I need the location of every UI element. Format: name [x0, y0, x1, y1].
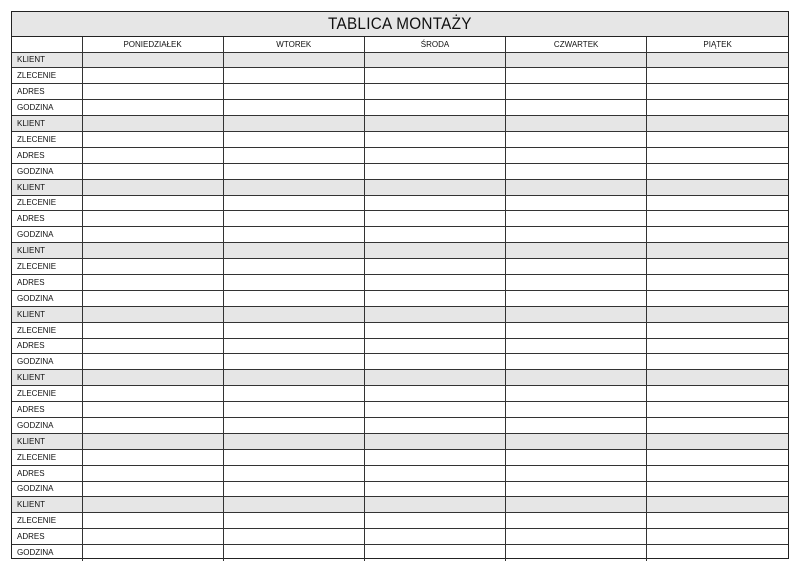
schedule-cell[interactable] — [506, 274, 647, 290]
schedule-cell[interactable] — [647, 290, 788, 306]
table-row — [12, 211, 788, 227]
schedule-cell[interactable] — [506, 513, 647, 529]
schedule-cell[interactable] — [82, 306, 223, 322]
schedule-cell[interactable] — [82, 322, 223, 338]
schedule-cell[interactable] — [223, 481, 364, 497]
row-label: GODZINA — [12, 100, 82, 116]
schedule-cell[interactable] — [223, 211, 364, 227]
day-header: PIĄTEK — [647, 37, 788, 52]
schedule-cell[interactable] — [223, 370, 364, 386]
row-label: KLIENT — [12, 306, 82, 322]
schedule-cell[interactable] — [647, 243, 788, 259]
table-row — [12, 147, 788, 163]
schedule-cell[interactable] — [506, 163, 647, 179]
row-label: ZLECENIE — [12, 322, 82, 338]
row-label: KLIENT — [12, 243, 82, 259]
schedule-cell[interactable] — [506, 227, 647, 243]
row-label: KLIENT — [12, 179, 82, 195]
schedule-cell[interactable] — [647, 338, 788, 354]
schedule-cell[interactable] — [506, 68, 647, 84]
schedule-cell[interactable] — [364, 449, 505, 465]
board-title: TABLICA MONTAŻY — [328, 14, 472, 33]
table-row — [12, 306, 788, 322]
schedule-cell[interactable] — [82, 243, 223, 259]
schedule-cell[interactable] — [223, 322, 364, 338]
row-label: GODZINA — [12, 290, 82, 306]
schedule-cell[interactable] — [223, 402, 364, 418]
schedule-cell[interactable] — [506, 354, 647, 370]
schedule-cell[interactable] — [647, 370, 788, 386]
schedule-cell[interactable] — [223, 449, 364, 465]
schedule-cell[interactable] — [506, 481, 647, 497]
table-row — [12, 227, 788, 243]
schedule-cell[interactable] — [364, 433, 505, 449]
schedule-cell[interactable] — [364, 116, 505, 132]
schedule-cell[interactable] — [82, 195, 223, 211]
schedule-cell[interactable] — [647, 306, 788, 322]
row-label: KLIENT — [12, 52, 82, 68]
schedule-cell[interactable] — [82, 497, 223, 513]
schedule-cell[interactable] — [223, 84, 364, 100]
row-label: ZLECENIE — [12, 195, 82, 211]
schedule-cell[interactable] — [647, 386, 788, 402]
schedule-cell[interactable] — [506, 322, 647, 338]
table-row — [12, 513, 788, 529]
schedule-cell[interactable] — [647, 116, 788, 132]
table-row — [12, 116, 788, 132]
row-label: KLIENT — [12, 497, 82, 513]
schedule-cell[interactable] — [223, 497, 364, 513]
table-row — [12, 322, 788, 338]
row-label: ADRES — [12, 402, 82, 418]
row-label: ADRES — [12, 465, 82, 481]
schedule-cell[interactable] — [82, 131, 223, 147]
schedule-cell[interactable] — [223, 465, 364, 481]
schedule-table — [12, 37, 788, 561]
schedule-cell[interactable] — [82, 274, 223, 290]
schedule-cell[interactable] — [223, 147, 364, 163]
schedule-cell[interactable] — [647, 417, 788, 433]
schedule-cell[interactable] — [647, 84, 788, 100]
row-label: ADRES — [12, 84, 82, 100]
schedule-cell[interactable] — [82, 227, 223, 243]
row-label: GODZINA — [12, 545, 82, 561]
schedule-cell[interactable] — [364, 306, 505, 322]
schedule-cell[interactable] — [364, 211, 505, 227]
schedule-cell[interactable] — [82, 354, 223, 370]
row-label: ZLECENIE — [12, 386, 82, 402]
schedule-cell[interactable] — [506, 131, 647, 147]
schedule-cell[interactable] — [223, 163, 364, 179]
schedule-cell[interactable] — [82, 259, 223, 275]
schedule-cell[interactable] — [506, 84, 647, 100]
schedule-cell[interactable] — [364, 274, 505, 290]
schedule-cell[interactable] — [82, 481, 223, 497]
table-row — [12, 545, 788, 561]
row-label: ZLECENIE — [12, 513, 82, 529]
schedule-cell[interactable] — [647, 68, 788, 84]
schedule-cell[interactable] — [647, 322, 788, 338]
table-row — [12, 465, 788, 481]
schedule-cell[interactable] — [506, 179, 647, 195]
table-row — [12, 354, 788, 370]
schedule-cell[interactable] — [223, 274, 364, 290]
table-row — [12, 370, 788, 386]
schedule-cell[interactable] — [647, 163, 788, 179]
table-row — [12, 163, 788, 179]
row-label: ZLECENIE — [12, 131, 82, 147]
schedule-cell[interactable] — [364, 338, 505, 354]
schedule-cell[interactable] — [223, 529, 364, 545]
schedule-cell[interactable] — [506, 545, 647, 561]
schedule-cell[interactable] — [364, 68, 505, 84]
row-label: ADRES — [12, 211, 82, 227]
schedule-cell[interactable] — [364, 386, 505, 402]
schedule-cell[interactable] — [364, 529, 505, 545]
table-row — [12, 259, 788, 275]
schedule-cell[interactable] — [364, 354, 505, 370]
schedule-cell[interactable] — [506, 211, 647, 227]
row-label: ADRES — [12, 338, 82, 354]
table-row — [12, 417, 788, 433]
schedule-cell[interactable] — [506, 338, 647, 354]
row-label: ADRES — [12, 274, 82, 290]
schedule-cell[interactable] — [364, 227, 505, 243]
schedule-cell[interactable] — [364, 84, 505, 100]
table-row — [12, 529, 788, 545]
table-row — [12, 131, 788, 147]
title-bar — [12, 12, 788, 37]
schedule-cell[interactable] — [82, 513, 223, 529]
schedule-cell[interactable] — [223, 243, 364, 259]
table-row — [12, 433, 788, 449]
row-label: GODZINA — [12, 163, 82, 179]
corner-cell — [12, 37, 82, 52]
schedule-cell[interactable] — [364, 259, 505, 275]
schedule-cell[interactable] — [82, 68, 223, 84]
schedule-cell[interactable] — [223, 259, 364, 275]
schedule-cell[interactable] — [647, 513, 788, 529]
schedule-cell[interactable] — [82, 402, 223, 418]
row-label: KLIENT — [12, 116, 82, 132]
schedule-cell[interactable] — [82, 52, 223, 68]
schedule-cell[interactable] — [647, 545, 788, 561]
schedule-cell[interactable] — [223, 52, 364, 68]
schedule-cell[interactable] — [364, 131, 505, 147]
schedule-cell[interactable] — [223, 227, 364, 243]
table-row — [12, 195, 788, 211]
schedule-cell[interactable] — [364, 52, 505, 68]
schedule-cell[interactable] — [647, 481, 788, 497]
schedule-cell[interactable] — [82, 100, 223, 116]
schedule-cell[interactable] — [506, 417, 647, 433]
schedule-cell[interactable] — [506, 116, 647, 132]
schedule-cell[interactable] — [82, 211, 223, 227]
table-row — [12, 402, 788, 418]
schedule-cell[interactable] — [82, 84, 223, 100]
schedule-cell[interactable] — [223, 100, 364, 116]
row-label: ZLECENIE — [12, 68, 82, 84]
day-header: CZWARTEK — [506, 37, 647, 52]
table-row — [12, 274, 788, 290]
table-row — [12, 243, 788, 259]
row-label: ADRES — [12, 147, 82, 163]
schedule-cell[interactable] — [82, 370, 223, 386]
schedule-cell[interactable] — [506, 290, 647, 306]
schedule-cell[interactable] — [647, 147, 788, 163]
schedule-cell[interactable] — [364, 417, 505, 433]
schedule-cell[interactable] — [364, 513, 505, 529]
schedule-cell[interactable] — [506, 402, 647, 418]
schedule-cell[interactable] — [647, 195, 788, 211]
schedule-cell[interactable] — [82, 147, 223, 163]
schedule-cell[interactable] — [506, 449, 647, 465]
day-header-row — [12, 37, 788, 52]
schedule-cell[interactable] — [223, 433, 364, 449]
table-row — [12, 481, 788, 497]
schedule-cell[interactable] — [506, 497, 647, 513]
row-label: GODZINA — [12, 481, 82, 497]
day-header: PONIEDZIAŁEK — [82, 37, 223, 52]
schedule-cell[interactable] — [506, 259, 647, 275]
schedule-cell[interactable] — [223, 290, 364, 306]
schedule-cell[interactable] — [223, 179, 364, 195]
schedule-cell[interactable] — [223, 354, 364, 370]
schedule-cell[interactable] — [364, 195, 505, 211]
schedule-cell[interactable] — [223, 386, 364, 402]
schedule-cell[interactable] — [647, 259, 788, 275]
schedule-cell[interactable] — [364, 322, 505, 338]
schedule-cell[interactable] — [506, 386, 647, 402]
schedule-cell[interactable] — [223, 306, 364, 322]
row-label: GODZINA — [12, 417, 82, 433]
schedule-cell[interactable] — [82, 338, 223, 354]
schedule-cell[interactable] — [82, 433, 223, 449]
schedule-cell[interactable] — [506, 370, 647, 386]
schedule-cell[interactable] — [364, 179, 505, 195]
schedule-cell[interactable] — [82, 386, 223, 402]
schedule-cell[interactable] — [647, 497, 788, 513]
schedule-cell[interactable] — [647, 465, 788, 481]
schedule-cell[interactable] — [223, 417, 364, 433]
table-row — [12, 290, 788, 306]
schedule-cell[interactable] — [82, 417, 223, 433]
schedule-cell[interactable] — [223, 195, 364, 211]
schedule-cell[interactable] — [364, 545, 505, 561]
schedule-cell[interactable] — [647, 433, 788, 449]
schedule-cell[interactable] — [364, 163, 505, 179]
assembly-board — [11, 11, 789, 559]
schedule-cell[interactable] — [364, 100, 505, 116]
table-row — [12, 338, 788, 354]
schedule-cell[interactable] — [223, 513, 364, 529]
schedule-cell[interactable] — [647, 529, 788, 545]
table-row — [12, 386, 788, 402]
table-row — [12, 84, 788, 100]
table-row — [12, 179, 788, 195]
row-label: KLIENT — [12, 433, 82, 449]
row-label: GODZINA — [12, 227, 82, 243]
schedule-cell[interactable] — [506, 306, 647, 322]
schedule-cell[interactable] — [223, 131, 364, 147]
table-row — [12, 52, 788, 68]
schedule-cell[interactable] — [364, 243, 505, 259]
schedule-cell[interactable] — [364, 147, 505, 163]
table-row — [12, 449, 788, 465]
schedule-cell[interactable] — [82, 290, 223, 306]
schedule-cell[interactable] — [647, 227, 788, 243]
row-label: GODZINA — [12, 354, 82, 370]
schedule-cell[interactable] — [506, 147, 647, 163]
table-row — [12, 497, 788, 513]
schedule-cell[interactable] — [364, 370, 505, 386]
day-header: ŚRODA — [364, 37, 505, 52]
schedule-cell[interactable] — [506, 100, 647, 116]
schedule-cell[interactable] — [82, 179, 223, 195]
schedule-cell[interactable] — [364, 402, 505, 418]
schedule-cell[interactable] — [82, 529, 223, 545]
schedule-cell[interactable] — [647, 449, 788, 465]
day-header: WTOREK — [223, 37, 364, 52]
schedule-cell[interactable] — [82, 465, 223, 481]
schedule-cell[interactable] — [647, 354, 788, 370]
schedule-cell[interactable] — [506, 529, 647, 545]
schedule-cell[interactable] — [647, 402, 788, 418]
schedule-cell[interactable] — [82, 449, 223, 465]
schedule-cell[interactable] — [647, 179, 788, 195]
schedule-cell[interactable] — [223, 338, 364, 354]
schedule-cell[interactable] — [647, 211, 788, 227]
schedule-cell[interactable] — [506, 195, 647, 211]
schedule-cell[interactable] — [82, 116, 223, 132]
schedule-cell[interactable] — [647, 100, 788, 116]
schedule-cell[interactable] — [647, 52, 788, 68]
table-row — [12, 100, 788, 116]
table-row — [12, 68, 788, 84]
row-label: ZLECENIE — [12, 449, 82, 465]
schedule-cell[interactable] — [364, 497, 505, 513]
schedule-cell[interactable] — [647, 274, 788, 290]
schedule-cell[interactable] — [506, 465, 647, 481]
schedule-cell[interactable] — [364, 481, 505, 497]
schedule-cell[interactable] — [223, 68, 364, 84]
schedule-cell[interactable] — [82, 163, 223, 179]
row-label: ADRES — [12, 529, 82, 545]
schedule-cell[interactable] — [82, 545, 223, 561]
schedule-cell[interactable] — [364, 290, 505, 306]
row-label: ZLECENIE — [12, 259, 82, 275]
schedule-cell[interactable] — [223, 545, 364, 561]
schedule-cell[interactable] — [506, 243, 647, 259]
schedule-body — [12, 52, 788, 561]
schedule-cell[interactable] — [506, 433, 647, 449]
schedule-cell[interactable] — [364, 465, 505, 481]
schedule-cell[interactable] — [506, 52, 647, 68]
row-label: KLIENT — [12, 370, 82, 386]
schedule-cell[interactable] — [223, 116, 364, 132]
schedule-cell[interactable] — [647, 131, 788, 147]
